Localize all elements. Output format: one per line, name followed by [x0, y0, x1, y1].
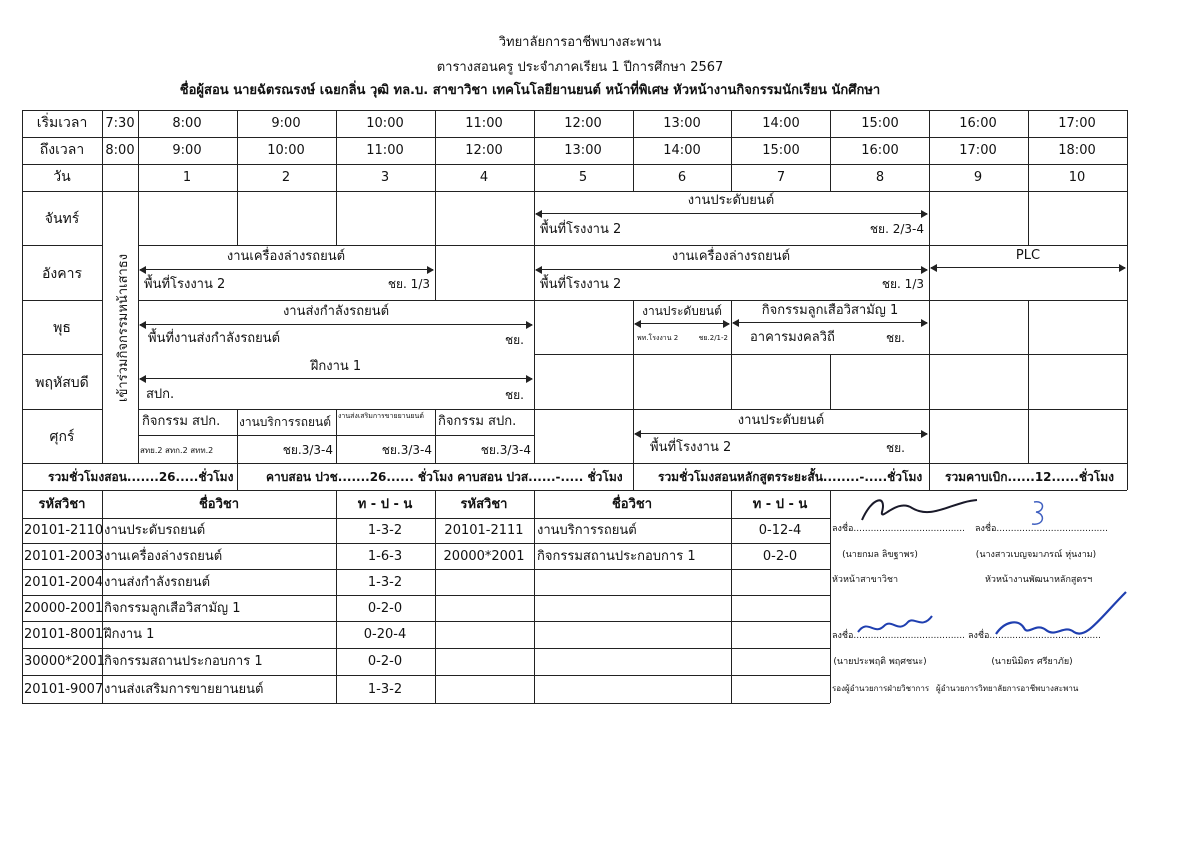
- end-time: 17:00: [959, 143, 997, 158]
- session-group: ชย.: [886, 441, 905, 455]
- subject-name: กิจกรรมสถานประกอบการ 1: [537, 549, 696, 564]
- start-time: 15:00: [861, 116, 899, 131]
- period-number: 4: [479, 170, 489, 185]
- session-group: ชย.2/1-2: [698, 334, 728, 342]
- total-teaching-hours: รวมชั่วโมงสอน.......26.....ชั่วโมง: [48, 470, 234, 484]
- subject-name: กิจกรรมสถานประกอบการ 1: [104, 654, 263, 669]
- subject-tpn: 0-12-4: [758, 523, 802, 538]
- start-time-label: เริ่มเวลา: [36, 115, 88, 131]
- session-subject: งานบริการรถยนต์: [239, 415, 332, 429]
- day-thursday: พฤหัสบดี: [35, 375, 89, 391]
- span-arrow: [536, 269, 927, 270]
- day-label: วัน: [53, 169, 71, 185]
- start-time: 14:00: [762, 116, 800, 131]
- subject-tpn: 0-2-0: [367, 601, 403, 616]
- session-room: พื้นที่โรงงาน 2: [540, 222, 622, 237]
- session-room: พื้นที่โรงงาน 2: [650, 440, 732, 455]
- subject-tpn: 0-20-4: [363, 627, 407, 642]
- college-name: วิทยาลัยการอาชีพบางสะพาน: [498, 35, 662, 50]
- schedule-title: ตารางสอนครู ประจำภาคเรียน 1 ปีการศึกษา 2567: [436, 60, 724, 75]
- signer-name: (นางสาวเบญจมาภรณ์ หุ่นงาม): [975, 550, 1097, 560]
- subject-code: 30000*2001: [24, 654, 105, 669]
- subject-tpn: 1-3-2: [367, 682, 403, 697]
- header-code: รหัสวิชา: [460, 497, 508, 512]
- session-group: ชย.: [505, 333, 524, 347]
- period-number: 7: [776, 170, 786, 185]
- vocational-hours: คาบสอน ปวช.......26...... ชั่วโมง คาบสอน ปวส......-..... ชั่วโมง: [266, 470, 623, 484]
- session-subject: PLC: [1015, 248, 1041, 263]
- session-group: ชย.3/3-4: [282, 443, 333, 457]
- subject-code: 20000-2001: [24, 601, 104, 616]
- session-subject: กิจกรรม สปก.: [438, 414, 517, 429]
- session-subject: งานประดับยนต์: [737, 413, 825, 428]
- span-arrow: [931, 267, 1125, 268]
- end-time: 13:00: [564, 143, 602, 158]
- day-tuesday: อังคาร: [42, 266, 82, 282]
- start-time: 8:00: [172, 116, 202, 131]
- signer-title: รองผู้อำนวยการฝ่ายวิชาการ: [832, 684, 930, 693]
- subject-code: 20000*2001: [443, 549, 525, 564]
- start-time: 17:00: [1058, 116, 1096, 131]
- session-subject: งานเครื่องล่างรถยนต์: [671, 249, 791, 264]
- span-arrow: [140, 324, 532, 325]
- end-time: 14:00: [663, 143, 701, 158]
- period-number: 8: [875, 170, 885, 185]
- end-time: 16:00: [861, 143, 899, 158]
- signature-line: ลงชื่อ.......................................: [975, 524, 1108, 534]
- period-number: 1: [182, 170, 192, 185]
- subject-tpn: 1-3-2: [367, 575, 403, 590]
- session-subject: กิจกรรมลูกเสือวิสามัญ 1: [761, 303, 899, 318]
- span-arrow: [733, 322, 927, 323]
- session-group: ชย. 1/3: [881, 277, 924, 291]
- session-subject: งานประดับยนต์: [687, 193, 775, 208]
- session-subject: งานเครื่องล่างรถยนต์: [226, 249, 346, 264]
- session-group: สทย.2 สทก.2 สทท.2: [140, 446, 214, 455]
- session-room: พื้นที่โรงงาน 2: [144, 277, 226, 292]
- subject-tpn: 0-2-0: [762, 549, 798, 564]
- signer-name: (นายประพฤติ พฤศชนะ): [833, 657, 927, 667]
- subject-name: งานส่งกำลังรถยนต์: [104, 575, 211, 590]
- period-number: 2: [281, 170, 291, 185]
- short-course-hours: รวมชั่วโมงสอนหลักสูตรระยะสั้น........-.....ชั่วโมง: [658, 470, 923, 484]
- signer-title: ผู้อำนวยการวิทยาลัยการอาชีพบางสะพาน: [936, 684, 1079, 693]
- end-time: 9:00: [172, 143, 202, 158]
- teacher-info: ชื่อผู้สอน นายฉัตรณรงษ์ เฉยกลิ่น วุฒิ ทล.บ. สาขาวิชา เทคโนโลยียานยนต์ หน้าที่พิเศษ หัวหน้างานกิจกรรมนักเรียน นักศึกษา: [179, 83, 881, 98]
- period-number: 9: [973, 170, 983, 185]
- header-code: รหัสวิชา: [38, 497, 86, 512]
- subject-name: งานส่งเสริมการขายยานยนต์: [104, 682, 264, 697]
- signature-line: ลงชื่อ.......................................: [968, 631, 1101, 641]
- end-time: 11:00: [366, 143, 404, 158]
- subject-code: 20101-2111: [444, 523, 524, 538]
- end-time: 18:00: [1058, 143, 1096, 158]
- span-arrow: [140, 378, 532, 379]
- session-group: ชย. 1/3: [387, 277, 430, 291]
- header-name: ชื่อวิชา: [611, 497, 653, 512]
- day-wednesday: พุธ: [53, 320, 71, 336]
- start-time: 13:00: [663, 116, 701, 131]
- start-time: 11:00: [465, 116, 503, 131]
- subject-code: 20101-2003: [24, 549, 104, 564]
- session-subject: ฝึกงาน 1: [310, 359, 362, 374]
- signature-line: ลงชื่อ.......................................: [832, 524, 965, 534]
- start-time: 12:00: [564, 116, 602, 131]
- signer-name: (นายกมล ลิขฐาพร): [842, 550, 918, 560]
- signature-line: ลงชื่อ.......................................: [832, 631, 965, 641]
- subject-name: ฝึกงาน 1: [104, 627, 155, 642]
- session-group: ชย.: [886, 331, 905, 345]
- subject-tpn: 1-6-3: [367, 549, 403, 564]
- span-arrow: [536, 213, 927, 214]
- session-room: พท.โรงงาน 2: [637, 334, 679, 342]
- end-time: 15:00: [762, 143, 800, 158]
- end-time-label: ถึงเวลา: [39, 142, 85, 158]
- subject-code: 20101-8001: [24, 627, 104, 642]
- period-number: 6: [677, 170, 687, 185]
- day-friday: ศุกร์: [49, 429, 75, 445]
- session-group: ชย.: [505, 388, 524, 402]
- session-subject: กิจกรรม สปก.: [142, 414, 221, 429]
- session-group: ชย.3/3-4: [381, 443, 432, 457]
- period-number: 3: [380, 170, 390, 185]
- span-arrow: [635, 323, 729, 324]
- subject-tpn: 1-3-2: [367, 523, 403, 538]
- signer-name: (นายนิมิตร ศรียาภัย): [991, 657, 1073, 667]
- period-number: 5: [578, 170, 588, 185]
- subject-name: กิจกรรมลูกเสือวิสามัญ 1: [104, 601, 241, 616]
- session-group: ชย.3/3-4: [480, 443, 531, 457]
- end-time: 12:00: [465, 143, 503, 158]
- signer-title: หัวหน้าสาขาวิชา: [832, 575, 899, 585]
- span-arrow: [635, 433, 927, 434]
- session-room: พื้นที่งานส่งกำลังรถยนต์: [148, 331, 281, 346]
- subject-code: 20101-2110: [24, 523, 104, 538]
- header-tpn: ท - ป - น: [357, 497, 413, 512]
- start-time: 9:00: [271, 116, 301, 131]
- claimable-hours: รวมคาบเบิก......12......ชั่วโมง: [945, 470, 1114, 484]
- first-end-time: 8:00: [105, 143, 135, 158]
- day-monday: จันทร์: [44, 211, 80, 227]
- session-subject: งานประดับยนต์: [642, 304, 722, 318]
- session-group: ชย. 2/3-4: [869, 222, 924, 236]
- handwritten-signature: [852, 492, 982, 528]
- session-room: พื้นที่โรงงาน 2: [540, 277, 622, 292]
- subject-code: 20101-9007: [24, 682, 104, 697]
- subject-name: งานเครื่องล่างรถยนต์: [104, 549, 223, 564]
- homeroom-activity-label: เข้าร่วมกิจกรรมหน้าเสาธง: [116, 253, 131, 402]
- header-name: ชื่อวิชา: [198, 497, 240, 512]
- first-start-time: 7:30: [105, 116, 135, 131]
- subject-name: งานประดับรถยนต์: [104, 523, 206, 538]
- session-subject: งานส่งเสริมการขายยานยนต์: [338, 412, 424, 420]
- subject-tpn: 0-2-0: [367, 654, 403, 669]
- period-number: 10: [1068, 170, 1086, 185]
- subject-code: 20101-2004: [24, 575, 104, 590]
- session-room: อาคารมงคลวิถี: [750, 330, 835, 345]
- signer-title: หัวหน้างานพัฒนาหลักสูตรฯ: [985, 575, 1093, 585]
- start-time: 10:00: [366, 116, 404, 131]
- start-time: 16:00: [959, 116, 997, 131]
- session-room: สปก.: [146, 387, 175, 402]
- subject-name: งานบริการรถยนต์: [537, 523, 637, 538]
- end-time: 10:00: [267, 143, 305, 158]
- session-subject: งานส่งกำลังรถยนต์: [282, 304, 390, 319]
- span-arrow: [140, 269, 433, 270]
- header-tpn: ท - ป - น: [752, 497, 808, 512]
